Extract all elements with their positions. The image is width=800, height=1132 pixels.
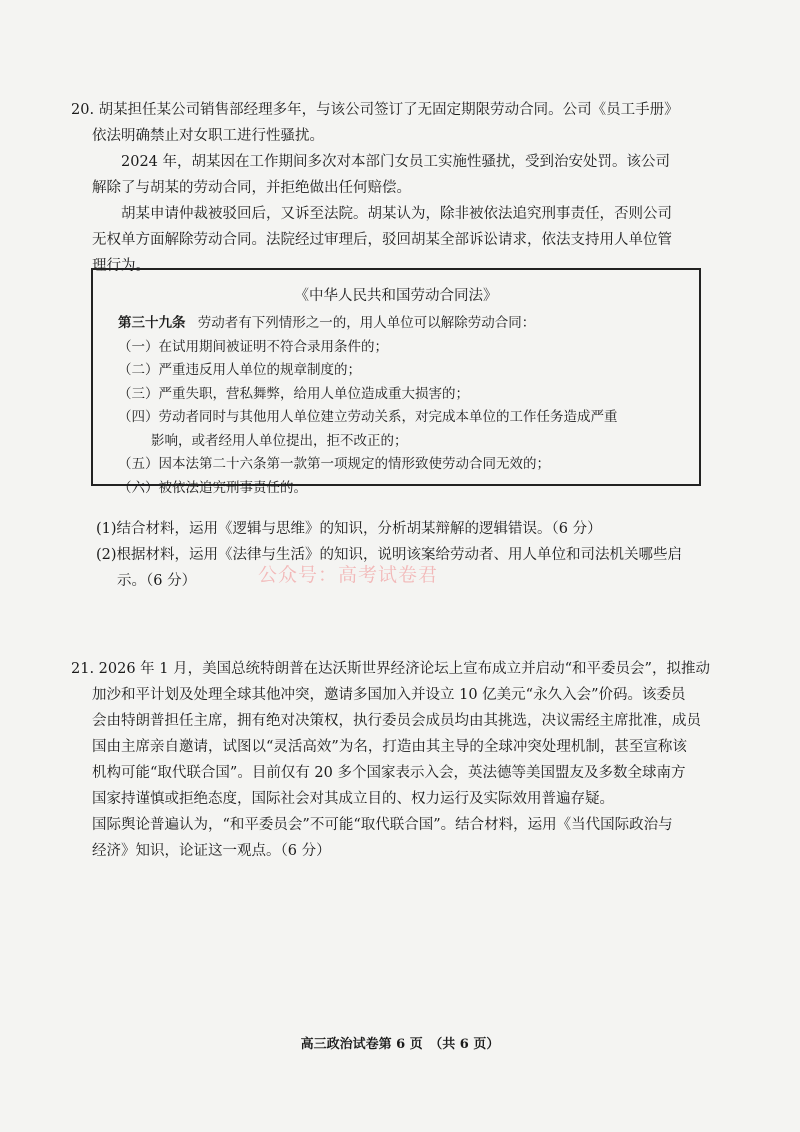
law-item: （六）被依法追究刑事责任的。: [118, 479, 307, 496]
law-item: （一）在试用期间被证明不符合录用条件的；: [118, 338, 388, 355]
question-20-line: 胡某申请仲裁被驳回后，又诉至法院。胡某认为，除非被依法追究刑事责任，否则公司: [121, 206, 672, 222]
law-body: [118, 312, 618, 500]
question-20-line: 无权单方面解除劳动合同。法院经过审理后，驳回胡某全部诉讼请求，依法支持用人单位管: [92, 232, 672, 248]
question-20-line: 理行为。: [92, 258, 150, 274]
question-20-line: 20. 胡某担任某公司销售部经理多年，与该公司签订了无固定期限劳动合同。公司《员工手册》: [71, 102, 679, 118]
law-item: （三）严重失职，营私舞弊，给用人单位造成重大损害的；: [118, 385, 469, 402]
question-21-line: 机构可能“取代联合国”。目前仅有 20 多个国家表示入会，英法德等美国盟友及多数全球南方: [92, 765, 686, 781]
law-item: （二）严重违反用人单位的规章制度的；: [118, 362, 361, 378]
sub-question-1: (1)结合材料，运用《逻辑与思维》的知识，分析胡某辩解的逻辑错误。（6 分）: [96, 521, 602, 537]
law-article-line: [118, 312, 618, 336]
question-21-line: 21. 2026 年 1 月，美国总统特朗普在达沃斯世界经济论坛上宣布成立并启动“和平委员会”，拟推动: [71, 661, 710, 677]
question-20-line: 依法明确禁止对女职工进行性骚扰。: [92, 128, 324, 144]
question-21-line: 国由主席亲自邀请，试图以“灵活高效”为名，打造由其主导的全球冲突处理机制，甚至宣称该: [92, 739, 687, 755]
page-footer: 高三政治试卷第 6 页 （共 6 页）: [300, 1037, 500, 1052]
question-20-line: 2024 年，胡某因在工作期间多次对本部门女员工实施性骚扰，受到治安处罚。该公司: [121, 154, 671, 170]
question-20-line: 解除了与胡某的劳动合同，并拒绝做出任何赔偿。: [92, 180, 411, 196]
law-title: 《中华人民共和国劳动合同法》: [294, 288, 498, 304]
article-intro: 劳动者有下列情形之一的，用人单位可以解除劳动合同：: [197, 315, 536, 331]
question-21: [71, 656, 710, 864]
question-20: [71, 97, 679, 279]
law-excerpt-box: [91, 268, 701, 496]
law-item-continuation: 影响，或者经用人单位提出，拒不改正的；: [151, 432, 408, 449]
sub-question-2: (2)根据材料，运用《法律与生活》的知识，说明该案给劳动者、用人单位和司法机关哪些启: [96, 547, 683, 563]
question-21-line: 国家持谨慎或拒绝态度，国际社会对其成立目的、权力运行及实际效用普遍存疑。: [92, 791, 614, 807]
question-21-line: 国际舆论普遍认为，“和平委员会”不可能“取代联合国”。结合材料，运用《当代国际政治与: [92, 817, 673, 833]
law-item: （四）劳动者同时与其他用人单位建立劳动关系，对完成本单位的工作任务造成严重: [118, 409, 618, 425]
watermark: 公众号：高考试卷君: [258, 564, 439, 586]
sub-question-2-continuation: 示。（6 分）: [117, 573, 197, 589]
law-item: （五）因本法第二十六条第一款第一项规定的情形致使劳动合同无效的；: [118, 456, 550, 472]
question-21-line: 加沙和平计划及处理全球其他冲突，邀请多国加入并设立 10 亿美元“永久入会”价码。该委员: [92, 687, 686, 703]
question-21-line: 经济》知识，论证这一观点。（6 分）: [92, 843, 331, 859]
question-21-line: 会由特朗普担任主席，拥有绝对决策权，执行委员会成员均由其挑选，决议需经主席批准，成员: [92, 713, 701, 729]
article-label: 第三十九条: [118, 315, 186, 331]
